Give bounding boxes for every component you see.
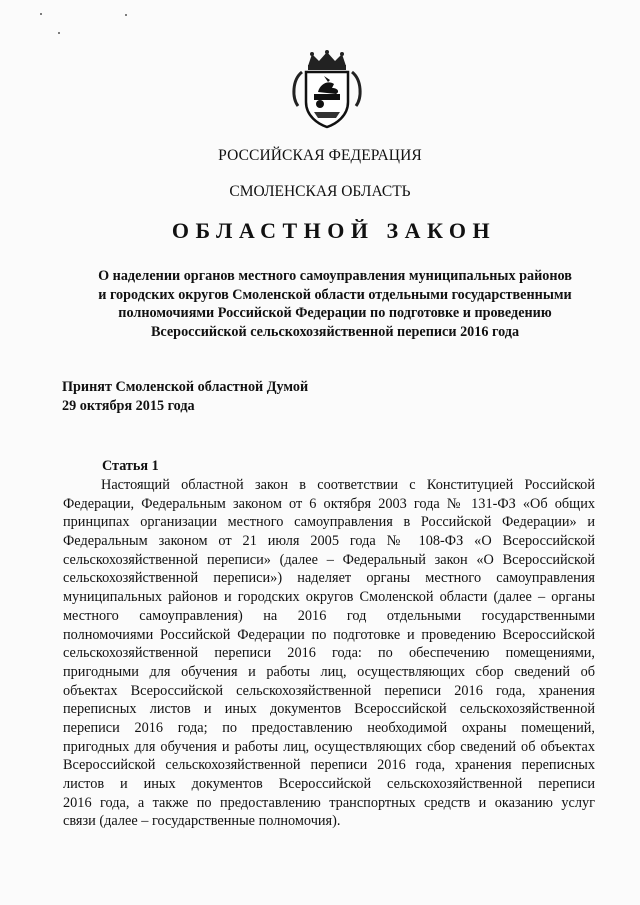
subject-line: Всероссийской сельскохозяйственной переписи 2016 года [150,323,520,340]
scan-speck [40,13,42,15]
region-heading: СМОЛЕНСКАЯ ОБЛАСТЬ [229,183,411,200]
text-line: объектах Всероссийской сельскохозяйственной переписи 2016 года, хранения [63,682,595,699]
text-line: переписи 2016 года; по предоставлению необходимой охраны помещений, [63,719,595,736]
law-title: ОБЛАСТНОЙ ЗАКОН [171,218,497,243]
scan-speck [125,14,127,16]
text-line: сельскохозяйственной переписи» (далее – Федеральный закон «О Всероссийской [63,551,595,568]
text-line: переписных листов и иных документов Всероссийской сельскохозяйственной [63,701,595,718]
text-line: листов и иных документов Всероссийской сельскохозяйственной переписи [63,776,595,792]
article-text [63,476,595,831]
scan-speck [58,32,60,34]
adoption-body: Принят Смоленской областной Думой [62,379,309,395]
subject-line: полномочиями Российской Федерации по подготовке и проведению [118,305,552,321]
text-line: Федеральным законом от 21 июля 2005 года № 108-ФЗ «О Всероссийской [63,533,595,550]
subject-line: О наделении органов местного самоуправления муниципальных районов [98,268,572,284]
country-heading: РОССИЙСКАЯ ФЕДЕРАЦИЯ [218,147,422,164]
text-line: Федерации, Федеральным законом от 6 октября 2003 года № 131-ФЗ «Об общих [63,495,595,512]
law-subject [70,267,600,341]
adoption-info [62,378,308,415]
text-line: сельскохозяйственной переписи 2016 года: по обеспечению помещениями, [63,645,595,662]
text-line: связи (далее – государственные полномочия). [63,813,341,830]
text-line: 2016 года, а также по предоставлению транспортных средств и оказанию услуг [63,794,595,811]
article-heading: Статья 1 [102,458,159,474]
text-line: сельскохозяйственной переписи») наделяет органы местного самоуправления [63,570,595,587]
subject-line: и городских округов Смоленской области отдельными государственными [98,286,572,303]
adoption-date: 29 октября 2015 года [62,397,195,414]
text-line: принципах организации местного самоуправления в Российской Федерации» и [63,514,595,531]
text-line: муниципальных районов и городских округов Смоленской области (далее – органы [63,589,595,606]
text-line: пригодными для обучения и работы лиц, осуществляющих сбор сведений об [63,663,595,680]
smolensk-coat-of-arms-icon [288,50,366,130]
text-line: пригодных для обучения и работы лиц, осуществляющих сбор сведений об объектах [63,738,595,755]
text-line: полномочиями Российской Федерации по подготовке и проведению Всероссийской [63,626,595,643]
text-line: Всероссийской сельскохозяйственной переписи 2016 года, хранения переписных [63,757,595,774]
text-line: Настоящий областной закон в соответствии с Конституцией Российской [101,477,595,493]
text-line: местного самоуправления) на 2016 год отдельными государственными [63,607,595,624]
